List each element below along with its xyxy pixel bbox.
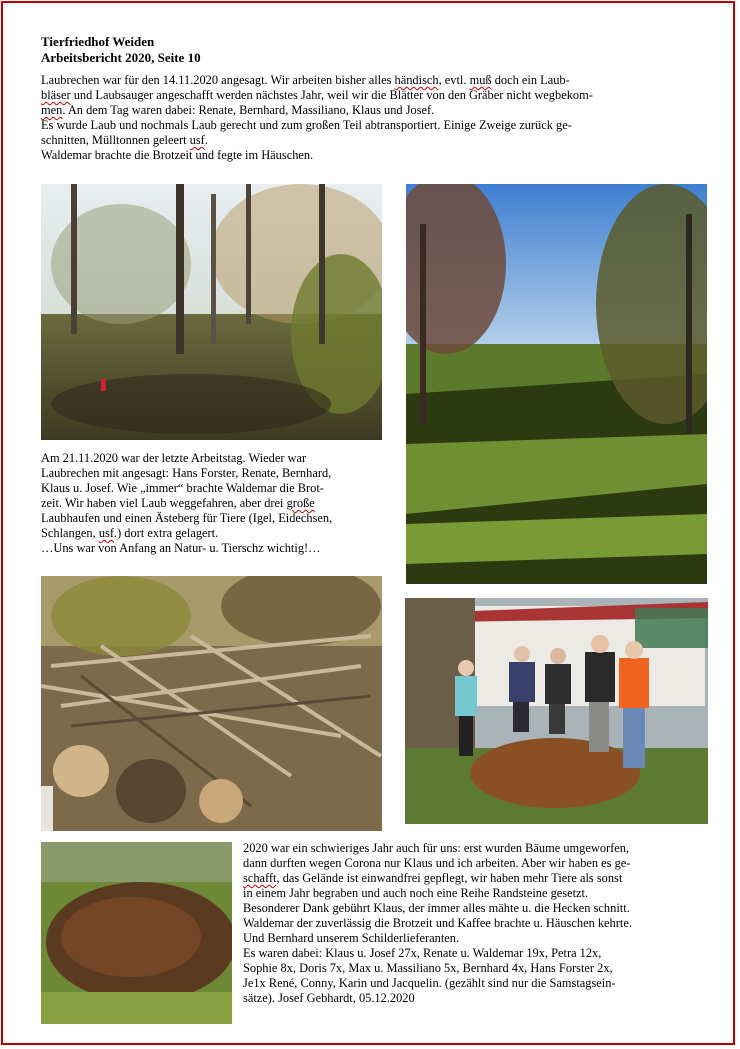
closing-line-9: Sophie 8x, Doris 7x, Max u. Massiliano 5x, Bernhard 4x, Hans Forster 2x,: [243, 961, 613, 975]
intro-line-1: Laubrechen war für den 14.11.2020 angesagt. Wir arbeiten bisher alles händisch, evtl. muß doch ein Laub-: [41, 73, 570, 87]
photo-team-leaf-pile: [405, 598, 708, 824]
closing-line-10: Je1x René, Conny, Karin und Jacquelin. (gezählt sind nur die Samstagsein-: [243, 976, 616, 990]
middle-line-3: Klaus u. Josef. Wie „immer“ brachte Waldemar die Brot-: [41, 481, 324, 495]
middle-line-6: Schlangen, usf.) dort extra gelagert.: [41, 526, 219, 540]
middle-line-7: …Uns war von Anfang an Natur- u. Tierschz wichtig!…: [41, 541, 321, 555]
photo-leaf-heap: [41, 842, 232, 1024]
closing-line-5: Besonderer Dank gebührt Klaus, der immer alles mähte u. die Hecken schnitt.: [243, 901, 630, 915]
document-subtitle: Arbeitsbericht 2020, Seite 10: [41, 49, 201, 65]
photo-branch-pile: [41, 576, 382, 831]
middle-line-5: Laubhaufen und einen Ästeberg für Tiere (Igel, Eidechsen,: [41, 511, 333, 525]
photo-cemetery-trees: [41, 184, 382, 440]
middle-line-4: zeit. Wir haben viel Laub weggefahren, aber drei große: [41, 496, 315, 510]
middle-line-1: Am 21.11.2020 war der letzte Arbeitstag. Wieder war: [41, 451, 307, 465]
closing-line-7: Und Bernhard unserem Schilderlieferanten.: [243, 931, 460, 945]
intro-line-4: Es wurde Laub und nochmals Laub gerecht und zum großen Teil abtransportiert. Einige Zweige zurück ge-: [41, 118, 572, 132]
middle-line-2: Laubrechen mit angesagt: Hans Forster, Renate, Bernhard,: [41, 466, 332, 480]
closing-line-8: Es waren dabei: Klaus u. Josef 27x, Renate u. Waldemar 19x, Petra 12x,: [243, 946, 602, 960]
closing-line-11: sätze). Josef Gebhardt, 05.12.2020: [243, 991, 415, 1005]
intro-line-2: bläser und Laubsauger angeschafft werden nächstes Jahr, weil wir die Blätter von den Gräber nicht wegbekom-: [41, 88, 593, 102]
closing-line-6: Waldemar der zuverlässig die Brotzeit und Kaffee brachte u. Häuschen kehrte.: [243, 916, 632, 930]
intro-line-5: schnitten, Mülltonnen geleert usf.: [41, 133, 208, 147]
intro-line-3: men. An dem Tag waren dabei: Renate, Bernhard, Massiliano, Klaus und Josef.: [41, 103, 435, 117]
intro-line-6: Waldemar brachte die Brotzeit und fegte im Häuschen.: [41, 148, 314, 162]
closing-line-2: dann durften wegen Corona nur Klaus und ich arbeiten. Aber wir haben es ge-: [243, 856, 631, 870]
closing-line-4: in einem Jahr begraben und auch noch eine Reihe Randsteine gesetzt.: [243, 886, 589, 900]
closing-line-1: 2020 war ein schwieriges Jahr auch für uns: erst wurden Bäume umgeworfen,: [243, 841, 630, 855]
closing-line-3: schafft, das Gelände ist einwandfrei gepflegt, wir haben mehr Tiere als sonst: [243, 871, 623, 885]
document-title: Tierfriedhof Weiden: [41, 34, 155, 49]
document-header: [41, 34, 201, 65]
photo-meadow-shadows: [406, 184, 707, 584]
